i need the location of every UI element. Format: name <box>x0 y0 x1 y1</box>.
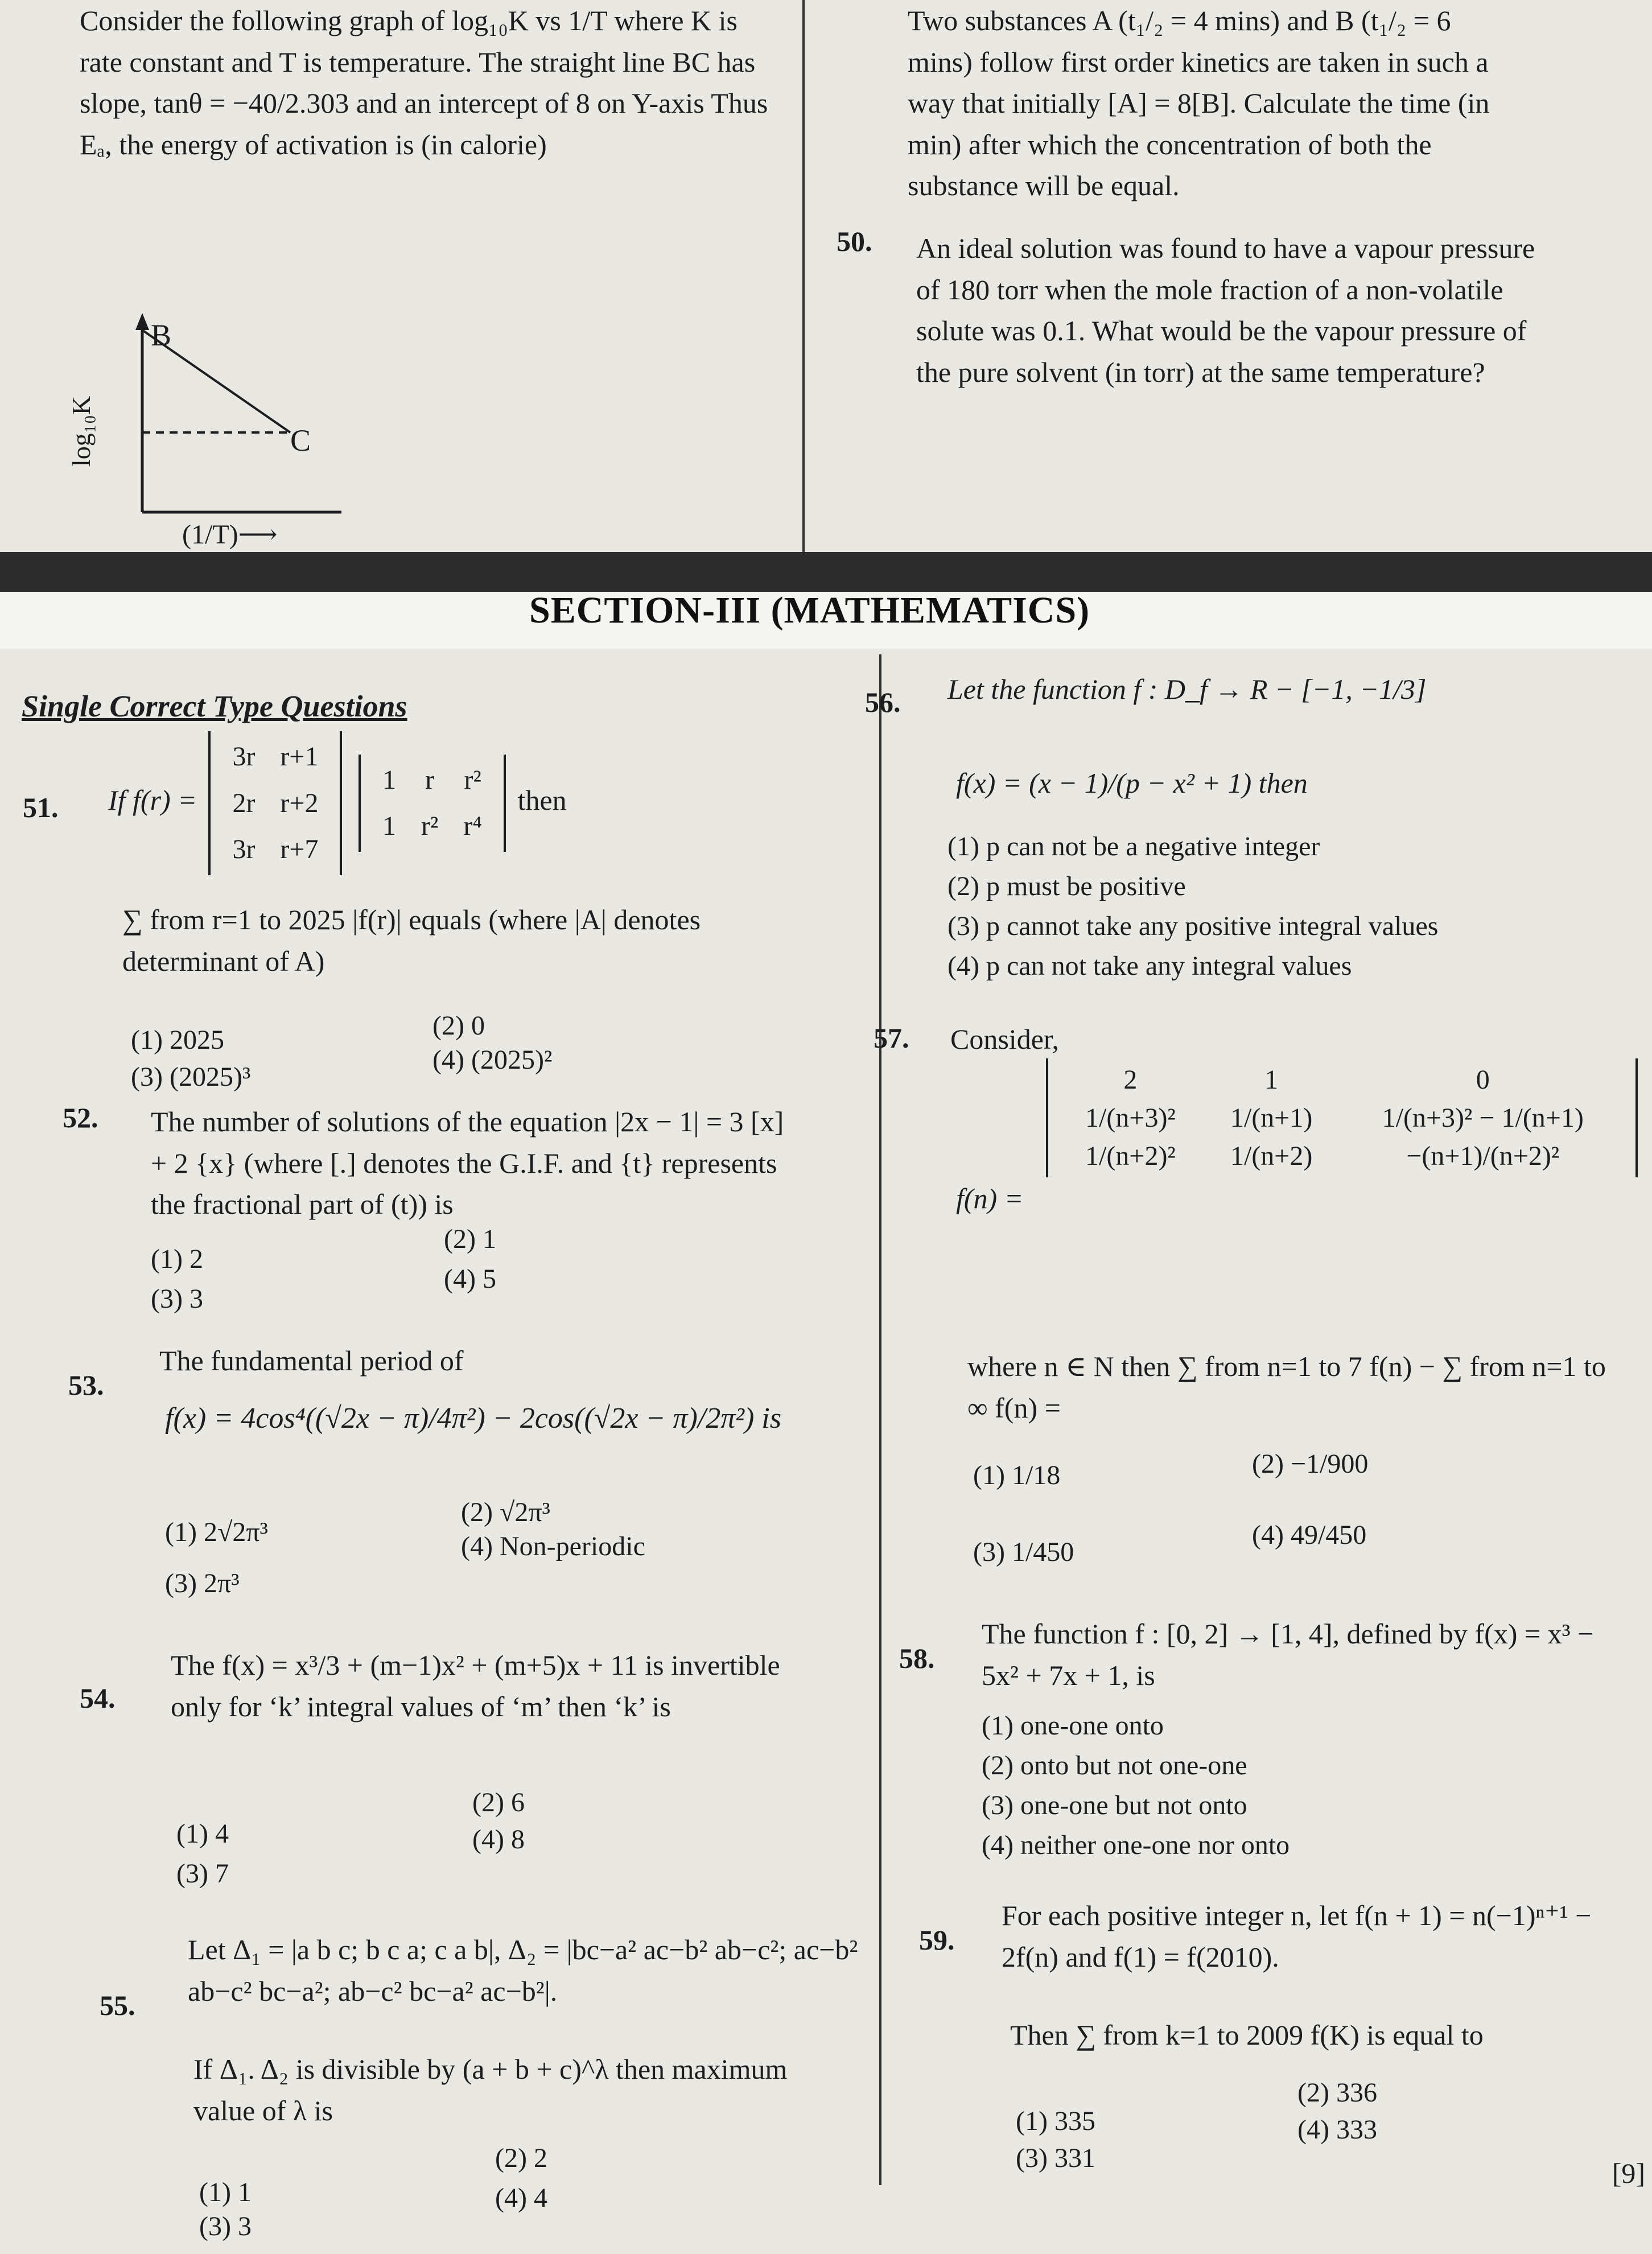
question-56-text: Let the function f : D_f → R − [−1, −1/3] <box>947 673 1427 705</box>
question-55-text: Let Δ₁ = |a b c; b c a; c a b|, Δ₂ = |bc−a² ac−b² ab−c²; ac−b² ab−c² bc−a²; ab−c² bc−a² ac−b²|. <box>188 1934 858 2007</box>
matrix-b: 1 r r² 1 r² r⁴ <box>359 755 506 852</box>
question-54-text: The f(x) = x³/3 + (m−1)x² + (m+5)x + 11 is invertible only for ‘k’ integral values of ‘m’ then ‘k’ is <box>171 1649 780 1723</box>
question-57-determinant <box>1046 1058 1638 1177</box>
question-53-option-1[interactable]: (1) 2√2π³ <box>165 1517 268 1547</box>
det-cell: 1/(n+2)² <box>1085 1141 1176 1171</box>
question-55-option-4[interactable]: (4) 4 <box>495 2183 547 2213</box>
question-57-text: Consider, <box>950 1023 1060 1055</box>
question-51-matrix-line <box>108 731 848 875</box>
question-51-option-2[interactable]: (2) 0 <box>432 1011 485 1041</box>
question-56-option-4[interactable]: (4) p can not take any integral values <box>947 951 1352 981</box>
question-55-option-3[interactable]: (3) 3 <box>199 2211 252 2241</box>
graph-label-b: B <box>151 318 172 352</box>
question-51-lead: If f(r) = <box>108 784 197 816</box>
question-51-sum-line: ∑ from r=1 to 2025 |f(r)| equals (where |A| denotes determinant of A) <box>122 904 701 977</box>
question-59-option-3[interactable]: (3) 331 <box>1016 2143 1095 2173</box>
column-divider-bottom <box>879 654 881 2185</box>
question-58-text: The function f : [0, 2] → [1, 4], defined by f(x) = x³ − 5x² + 7x + 1, is <box>982 1618 1594 1691</box>
det-cell: 2 <box>1123 1065 1138 1095</box>
question-51-number: 51. <box>23 792 59 823</box>
question-57-line2: where n ∈ N then ∑ from n=1 to 7 f(n) − ∑ from n=1 to ∞ f(n) = <box>967 1350 1606 1424</box>
question-53-formula: f(x) = 4cos⁴((√2x − π)/4π²) − 2cos((√2x − π)/2π²) is <box>165 1402 781 1435</box>
question-54-number: 54. <box>80 1682 116 1714</box>
question-59-option-2[interactable]: (2) 336 <box>1297 2078 1377 2108</box>
question-57-option-2[interactable]: (2) −1/900 <box>1252 1449 1369 1479</box>
question-52-option-1[interactable]: (1) 2 <box>151 1244 203 1274</box>
question-53-option-2[interactable]: (2) √2π³ <box>461 1497 550 1527</box>
question-55-line2: If Δ₁. Δ₂ is divisible by (a + b + c)^λ then maximum value of λ is <box>193 2053 788 2127</box>
question-type-heading: Single Correct Type Questions <box>22 689 407 723</box>
det-cell: 1/(n+3)² − 1/(n+1) <box>1382 1103 1584 1133</box>
question-52-option-4[interactable]: (4) 5 <box>444 1264 496 1294</box>
question-58-option-3[interactable]: (3) one-one but not onto <box>982 1790 1247 1820</box>
question-56-formula: f(x) = (x − 1)/(p − x² + 1) then <box>956 767 1308 799</box>
question-54-option-1[interactable]: (1) 4 <box>176 1819 229 1849</box>
graph-label-c: C <box>290 423 311 458</box>
det-cell: 1 <box>1264 1065 1279 1095</box>
question-49-text: Consider the following graph of log₁₀K vs 1/T where K is rate constant and T is temperature. The straight line BC has slope, tanθ = −40/2.303 and an intercept of 8 on Y-axis Thus Eₐ, the energy of activation is (in calorie) <box>80 5 768 160</box>
question-57-option-3[interactable]: (3) 1/450 <box>973 1537 1074 1567</box>
question-57-number: 57. <box>874 1022 909 1054</box>
question-first-order-kinetics: Two substances A (t₁/₂ = 4 mins) and B (t₁/₂ = 6 mins) follow first order kinetics are taken in such a way that initially [A] = 8[B]. Calculate the time (in min) after which the concentration of both the substance will be equal. <box>908 5 1490 201</box>
question-59-text: For each positive integer n, let f(n + 1) = n(−1)ⁿ⁺¹ − 2f(n) and f(1) = f(2010). <box>1002 1899 1592 1973</box>
question-51-option-4[interactable]: (4) (2025)² <box>432 1045 553 1075</box>
question-58-option-2[interactable]: (2) onto but not one-one <box>982 1750 1247 1781</box>
question-52-number: 52. <box>63 1102 98 1134</box>
question-52-text: The number of solutions of the equation |2x − 1| = 3 [x] + 2 {x} (where [.] denotes the G.I.F. and {t} represents the fractional part of (t)) is <box>151 1106 784 1220</box>
question-52-option-2[interactable]: (2) 1 <box>444 1224 496 1254</box>
question-56-number: 56. <box>865 686 901 718</box>
question-59-option-1[interactable]: (1) 335 <box>1016 2106 1095 2136</box>
det-cell: 1/(n+3)² <box>1085 1103 1176 1133</box>
question-59-option-4[interactable]: (4) 333 <box>1297 2115 1377 2145</box>
question-54-option-4[interactable]: (4) 8 <box>472 1824 525 1855</box>
question-58-number: 58. <box>899 1642 935 1674</box>
section-title: SECTION-III (MATHEMATICS) <box>529 590 1090 631</box>
graph-x-axis-label: (1/T)⟶ <box>182 520 278 550</box>
question-52-option-3[interactable]: (3) 3 <box>151 1284 203 1314</box>
question-59-line2: Then ∑ from k=1 to 2009 f(K) is equal to <box>1010 2019 1484 2051</box>
question-58-option-1[interactable]: (1) one-one onto <box>982 1711 1164 1741</box>
graph-y-axis-label: log₁₀K <box>67 395 96 467</box>
question-56-option-2[interactable]: (2) p must be positive <box>947 871 1186 901</box>
question-55-option-2[interactable]: (2) 2 <box>495 2143 547 2173</box>
question-51-option-3[interactable]: (3) (2025)³ <box>131 1062 251 1092</box>
question-50-number: 50. <box>837 225 872 257</box>
det-cell: −(n+1)/(n+2)² <box>1406 1141 1560 1171</box>
question-53-text: The fundamental period of <box>159 1345 464 1377</box>
question-55-option-1[interactable]: (1) 1 <box>199 2177 252 2207</box>
question-53-option-3[interactable]: (3) 2π³ <box>165 1568 240 1598</box>
question-53-number: 53. <box>68 1369 104 1401</box>
column-divider-top <box>802 0 805 552</box>
question-51-option-1[interactable]: (1) 2025 <box>131 1025 224 1055</box>
question-54-option-2[interactable]: (2) 6 <box>472 1787 525 1818</box>
question-53-option-4[interactable]: (4) Non-periodic <box>461 1531 645 1561</box>
question-54-option-3[interactable]: (3) 7 <box>176 1859 229 1889</box>
matrix-a: 3r r+1 2r r+2 3r r+7 <box>208 731 342 875</box>
question-57-lead: f(n) = <box>956 1182 1024 1214</box>
det-cell: 0 <box>1476 1065 1490 1095</box>
question-51-tail: then <box>517 784 567 816</box>
det-cell: 1/(n+2) <box>1230 1141 1313 1171</box>
page-number: [9] <box>1612 2157 1645 2189</box>
question-58-option-4[interactable]: (4) neither one-one nor onto <box>982 1830 1290 1860</box>
question-57-option-1[interactable]: (1) 1/18 <box>973 1460 1061 1490</box>
question-56-option-1[interactable]: (1) p can not be a negative integer <box>947 831 1320 862</box>
question-55-number: 55. <box>100 1989 135 2021</box>
det-cell: 1/(n+1) <box>1230 1103 1313 1133</box>
question-56-option-3[interactable]: (3) p cannot take any positive integral values <box>947 911 1439 941</box>
question-57-option-4[interactable]: (4) 49/450 <box>1252 1520 1367 1550</box>
question-50-text: An ideal solution was found to have a vapour pressure of 180 torr when the mole fraction of a non-volatile solute was 0.1. What would be the vapour pressure of the pure solvent (in torr) at the same temperature? <box>916 232 1535 388</box>
question-59-number: 59. <box>919 1924 955 1956</box>
